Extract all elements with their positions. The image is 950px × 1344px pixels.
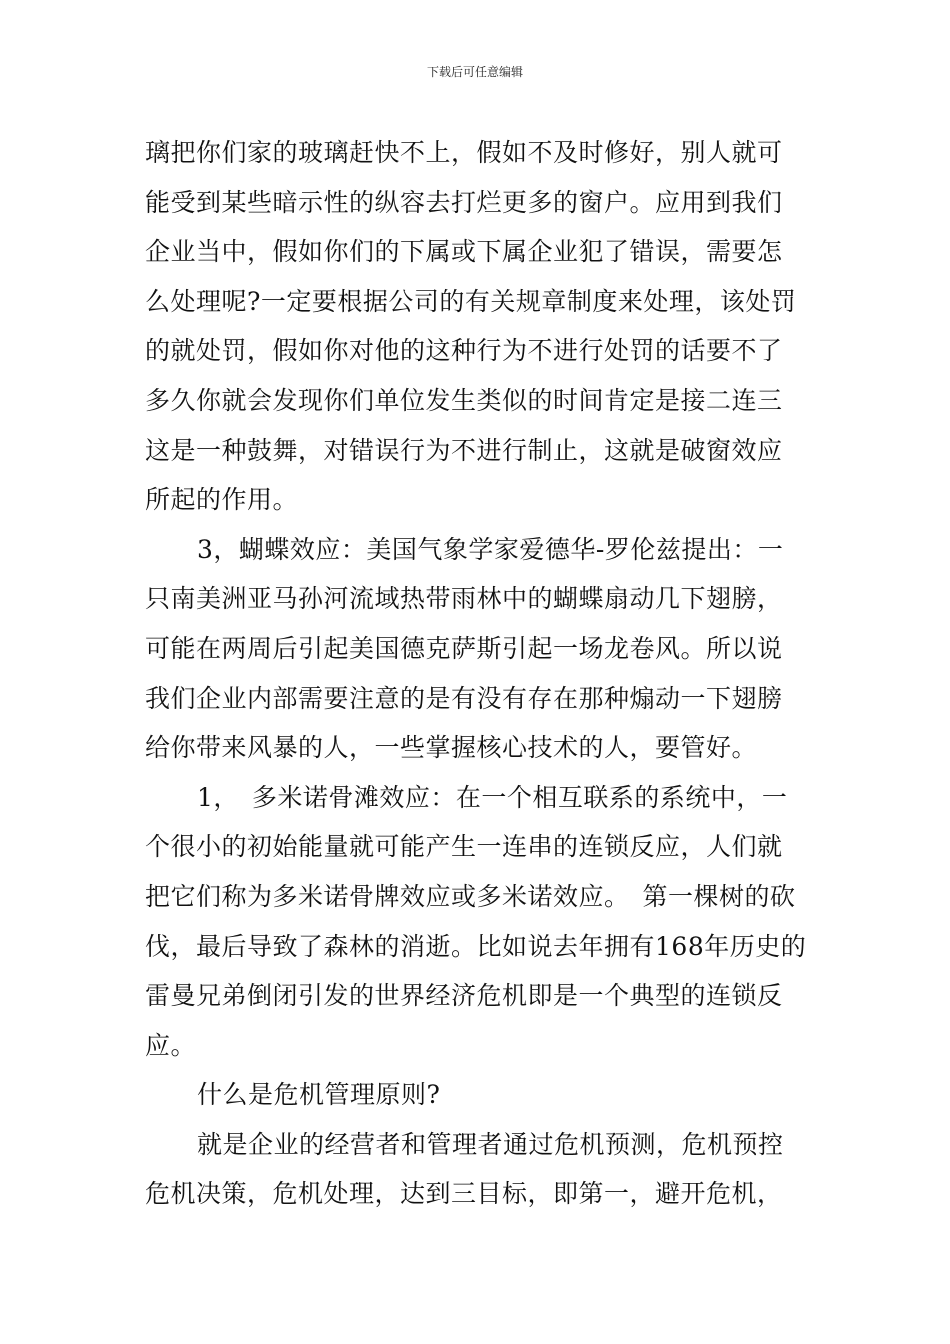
page-header: 下载后可任意编辑 bbox=[426, 65, 523, 79]
paragraph-start-line: 3，蝴蝶效应：美国气象学家爱德华-罗伦兹提出：一 bbox=[197, 534, 784, 564]
text-line: 可能在两周后引起美国德克萨斯引起一场龙卷风。所以说 bbox=[145, 633, 783, 663]
paragraph-start-line: 1， 多米诺骨滩效应：在一个相互联系的系统中，一 bbox=[197, 782, 788, 812]
paragraph-start-line: 就是企业的经营者和管理者通过危机预测，危机预控 bbox=[197, 1129, 784, 1159]
text-line: 所起的作用。 bbox=[145, 485, 299, 515]
text-line: 危机决策，危机处理，达到三目标，即第一，避开危机， bbox=[145, 1179, 783, 1209]
text-line: 个很小的初始能量就可能产生一连串的连锁反应，人们就 bbox=[145, 832, 783, 862]
text-line: 只南美洲亚马孙河流域热带雨林中的蝴蝶扇动几下翅膀， bbox=[145, 584, 783, 614]
text-line: 企业当中，假如你们的下属或下属企业犯了错误，需要怎 bbox=[145, 237, 783, 267]
text-line: 璃把你们家的玻璃赶快不上，假如不及时修好，别人就可 bbox=[145, 138, 783, 167]
text-line: 这是一种鼓舞，对错误行为不进行制止，这就是破窗效应 bbox=[145, 435, 783, 465]
text-line: 伐，最后导致了森林的消逝。比如说去年拥有168年历史的 bbox=[145, 931, 807, 961]
text-line: 我们企业内部需要注意的是有没有存在那种煽动一下翅膀 bbox=[145, 683, 783, 713]
section-question-line: 什么是危机管理原则? bbox=[197, 1080, 441, 1110]
text-line: 能受到某些暗示性的纵容去打烂更多的窗户。应用到我们 bbox=[145, 187, 783, 217]
text-line: 给你带来风暴的人，一些掌握核心技术的人，要管好。 bbox=[145, 733, 758, 763]
text-line: 的就处罚，假如你对他的这种行为不进行处罚的话要不了 bbox=[145, 336, 783, 366]
document-body bbox=[145, 128, 807, 1219]
text-line: 么处理呢?一定要根据公司的有关规章制度来处理，该处罚 bbox=[145, 286, 797, 316]
text-line: 把它们称为多米诺骨牌效应或多米诺效应。 第一棵树的砍 bbox=[145, 881, 796, 911]
text-line: 雷曼兄弟倒闭引发的世界经济危机即是一个典型的连锁反 bbox=[145, 981, 783, 1011]
text-line: 多久你就会发现你们单位发生类似的时间肯定是接二连三 bbox=[145, 385, 783, 415]
text-line: 应。 bbox=[145, 1030, 197, 1060]
